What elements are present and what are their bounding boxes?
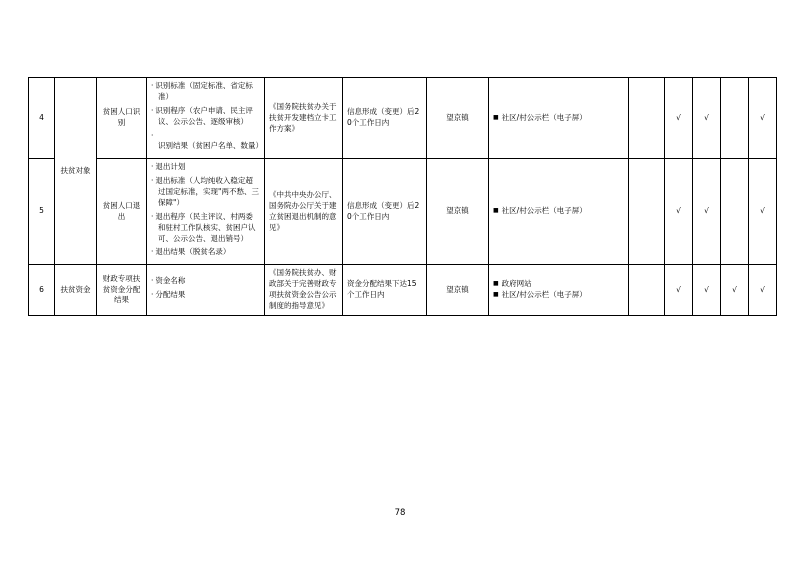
row-mark-4-2: √ <box>665 78 693 159</box>
row-subject-5: 望京镇 <box>427 159 489 265</box>
content-list-4 <box>151 81 263 152</box>
row-number-4: 4 <box>29 78 55 159</box>
row-time-6: 资金分配结果下达15个工作日内 <box>343 265 427 316</box>
row-item-5: 贫困人口退出 <box>97 159 147 265</box>
row-item-4: 贫困人口识别 <box>97 78 147 159</box>
row-number-5: 5 <box>29 159 55 265</box>
row-basis-5: 《中共中央办公厅、国务院办公厅关于建立贫困退出机制的意见》 <box>265 159 343 265</box>
row-mark-4-3: √ <box>693 78 721 159</box>
row-subject-6: 望京镇 <box>427 265 489 316</box>
row-basis-6: 《国务院扶贫办、财政部关于完善财政专项扶贫资金公告公示制度的指导意见》 <box>265 265 343 316</box>
row-basis-4: 《国务院扶贫办关于扶贫开发建档立卡工作方案》 <box>265 78 343 159</box>
row-mark-6-4: √ <box>721 265 749 316</box>
content-list-6 <box>151 276 260 301</box>
row-content-5 <box>147 159 265 265</box>
row-mark-4-1 <box>629 78 665 159</box>
row-channel-6 <box>489 265 629 316</box>
row-mark-6-1 <box>629 265 665 316</box>
channel-item: ■ 社区/村公示栏（电子屏） <box>493 206 624 217</box>
disclosure-table-wrapper <box>28 77 772 316</box>
row-mark-5-5: √ <box>749 159 777 265</box>
row-mark-5-3: √ <box>693 159 721 265</box>
row-time-5: 信息形成（变更）后20个工作日内 <box>343 159 427 265</box>
channel-item: ■ 政府网站 <box>493 279 624 290</box>
row-channel-4 <box>489 78 629 159</box>
content-list-5 <box>151 162 260 258</box>
channel-item: ■ 社区/村公示栏（电子屏） <box>493 113 624 124</box>
channel-item: ■ 社区/村公示栏（电子屏） <box>493 290 624 301</box>
row-mark-6-2: √ <box>665 265 693 316</box>
row-content-6 <box>147 265 265 316</box>
row-number-6: 6 <box>29 265 55 316</box>
table-body <box>29 78 777 316</box>
row-mark-4-5: √ <box>749 78 777 159</box>
content-item: · 退出标准（人均纯收入稳定超过国定标准，实现"两不愁、三保障"） <box>151 176 260 209</box>
row-mark-6-5: √ <box>749 265 777 316</box>
row-content-4 <box>147 78 265 159</box>
row-subject-4: 望京镇 <box>427 78 489 159</box>
row-time-4: 信息形成（变更）后20个工作日内 <box>343 78 427 159</box>
content-item: · 识别程序（农户申请、民主评议、公示公告、逐级审核） <box>151 106 260 128</box>
content-item: · 识别结果（贫困户名单、数量） <box>151 131 260 153</box>
row-mark-5-4 <box>721 159 749 265</box>
row-mark-5-2: √ <box>665 159 693 265</box>
page-number: 78 <box>394 508 406 518</box>
row-group-fupin-zijin: 扶贫资金 <box>55 265 97 316</box>
row-mark-5-1 <box>629 159 665 265</box>
row-mark-6-3: √ <box>693 265 721 316</box>
row-item-6: 财政专项扶贫资金分配结果 <box>97 265 147 316</box>
row-channel-5 <box>489 159 629 265</box>
content-item: · 识别标准（固定标准、省定标准） <box>151 81 260 103</box>
table-row <box>29 159 777 265</box>
table-row <box>29 78 777 159</box>
content-item: · 分配结果 <box>151 290 260 301</box>
content-item: · 资金名称 <box>151 276 260 287</box>
disclosure-table <box>28 77 777 316</box>
content-item: · 退出结果（脱贫名录） <box>151 247 260 258</box>
row-group-fupin-duixiang: 扶贫对象 <box>55 78 97 265</box>
table-row <box>29 265 777 316</box>
content-item: · 退出计划 <box>151 162 260 173</box>
row-mark-4-4 <box>721 78 749 159</box>
content-item: · 退出程序（民主评议、村两委和驻村工作队核实、贫困户认可、公示公告、退出销号） <box>151 212 260 245</box>
